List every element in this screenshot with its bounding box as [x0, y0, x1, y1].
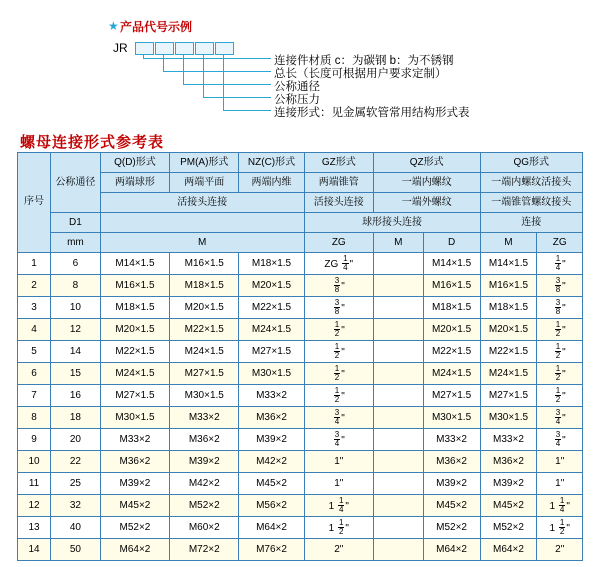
row-nzc-m: M30×1.5: [239, 363, 304, 385]
row-nzc-m: M33×2: [239, 385, 304, 407]
legend-label-nominal-bore: 公称通径: [274, 81, 320, 93]
row-qz-m: [373, 385, 423, 407]
row-pma-m: M33×2: [170, 407, 239, 429]
row-qg-m: M18×1.5: [480, 297, 537, 319]
row-qg-m: M52×2: [480, 517, 537, 539]
row-qg-m: M27×1.5: [480, 385, 537, 407]
row-nzc-m: M76×2: [239, 539, 304, 561]
row-gz-zg: 1": [304, 473, 373, 495]
row-d1: 6: [51, 253, 101, 275]
row-qz-d: M30×1.5: [423, 407, 480, 429]
row-qz-d: M45×2: [423, 495, 480, 517]
header-nominal-bore: 公称通径: [51, 153, 101, 213]
row-nzc-m: M45×2: [239, 473, 304, 495]
row-qg-zg: $\frac{1}{2}$ ": [537, 363, 583, 385]
row-qg-zg: $\frac{1}{2}$ ": [537, 341, 583, 363]
leader-h-2: [163, 71, 271, 72]
code-box-2: [155, 42, 174, 55]
row-qd-m: M39×2: [100, 473, 169, 495]
row-d1: 22: [51, 451, 101, 473]
leader-h-5: [223, 110, 271, 111]
row-gz-zg: $\frac{3}{4}$ ": [304, 407, 373, 429]
row-d1: 16: [51, 385, 101, 407]
row-d1: 14: [51, 341, 101, 363]
header-unit-qz-m: M: [373, 233, 423, 253]
row-d1: 8: [51, 275, 101, 297]
row-qg-m: M20×1.5: [480, 319, 537, 341]
leader-h-1: [143, 58, 271, 59]
row-qg-m: M14×1.5: [480, 253, 537, 275]
row-d1: 25: [51, 473, 101, 495]
row-gz-zg: 1 $\frac{1}{2}$ ": [304, 517, 373, 539]
row-qd-m: M16×1.5: [100, 275, 169, 297]
row-qg-zg: $\frac{1}{2}$ ": [537, 319, 583, 341]
row-pma-m: M72×2: [170, 539, 239, 561]
table-row: [18, 473, 583, 495]
row-qd-m: M30×1.5: [100, 407, 169, 429]
header-unit-zg: ZG: [304, 233, 373, 253]
row-qd-m: M45×2: [100, 495, 169, 517]
table-row: [18, 495, 583, 517]
header-seq: 序号: [18, 153, 51, 253]
header-qz-external-thread: 一端外螺纹: [373, 193, 480, 213]
table-row: [18, 407, 583, 429]
legend-title: 产品代号示例: [120, 20, 193, 34]
row-gz-zg: 2": [304, 539, 373, 561]
leader-h-4: [203, 97, 271, 98]
row-qz-d: M22×1.5: [423, 341, 480, 363]
row-nzc-m: M22×1.5: [239, 297, 304, 319]
row-qg-zg: $\frac{1}{4}$ ": [537, 253, 583, 275]
row-qd-m: M64×2: [100, 539, 169, 561]
row-pma-m: M52×2: [170, 495, 239, 517]
row-qg-m: M16×1.5: [480, 275, 537, 297]
table-row: [18, 319, 583, 341]
row-qg-m: M22×1.5: [480, 341, 537, 363]
row-d1: 40: [51, 517, 101, 539]
legend-label-length: 总长（长度可根据用户要求定制）: [274, 68, 447, 80]
header-qd-desc: 两端球形: [100, 173, 169, 193]
row-qg-m: M24×1.5: [480, 363, 537, 385]
leader-v-5: [223, 54, 224, 111]
header-qg-taper-thread: 一端锥管螺纹接头: [480, 193, 582, 213]
row-qg-zg: 1 $\frac{1}{4}$ ": [537, 495, 583, 517]
row-qz-d: M64×2: [423, 539, 480, 561]
row-nzc-m: M20×1.5: [239, 275, 304, 297]
header-unit-qg-zg: ZG: [537, 233, 583, 253]
nut-connection-table-wrap: [17, 152, 583, 561]
row-seq: 12: [18, 495, 51, 517]
header-row-2: [18, 173, 583, 193]
row-qg-m: M39×2: [480, 473, 537, 495]
row-qz-d: M27×1.5: [423, 385, 480, 407]
header-pma-desc: 两端平面: [170, 173, 239, 193]
table-row: [18, 385, 583, 407]
row-qg-zg: $\frac{1}{2}$ ": [537, 385, 583, 407]
header-row-5: [18, 233, 583, 253]
row-seq: 13: [18, 517, 51, 539]
row-qz-m: [373, 473, 423, 495]
row-gz-zg: $\frac{3}{8}$ ": [304, 297, 373, 319]
row-qz-d: M24×1.5: [423, 363, 480, 385]
row-nzc-m: M36×2: [239, 407, 304, 429]
row-qg-m: M33×2: [480, 429, 537, 451]
table-row: [18, 253, 583, 275]
row-qg-m: M30×1.5: [480, 407, 537, 429]
header-group-nzc: NZ(C)形式: [239, 153, 304, 173]
row-qg-zg: 1": [537, 451, 583, 473]
row-qd-m: M24×1.5: [100, 363, 169, 385]
row-qz-d: M14×1.5: [423, 253, 480, 275]
row-d1: 50: [51, 539, 101, 561]
row-qz-d: M18×1.5: [423, 297, 480, 319]
nut-connection-table: [17, 152, 583, 561]
row-qz-m: [373, 517, 423, 539]
table-row: [18, 429, 583, 451]
row-pma-m: M18×1.5: [170, 275, 239, 297]
row-qz-d: M36×2: [423, 451, 480, 473]
row-gz-zg: ZG $\frac{1}{4}$ ": [304, 253, 373, 275]
row-qz-m: [373, 495, 423, 517]
table-row: [18, 275, 583, 297]
table-row: [18, 451, 583, 473]
row-qz-m: [373, 319, 423, 341]
header-gz-union-connection: 活接头连接: [304, 193, 373, 213]
row-qz-m: [373, 539, 423, 561]
header-group-pma: PM(A)形式: [170, 153, 239, 173]
page-title: 螺母连接形式参考表: [20, 134, 165, 151]
row-nzc-m: M24×1.5: [239, 319, 304, 341]
row-qg-zg: 1 $\frac{1}{2}$ ": [537, 517, 583, 539]
header-group-gz: GZ形式: [304, 153, 373, 173]
row-gz-zg: $\frac{1}{2}$ ": [304, 363, 373, 385]
legend-label-material: 连接件材质 c：为碳钢 b：为不锈钢: [274, 55, 454, 67]
row-seq: 9: [18, 429, 51, 451]
row-seq: 14: [18, 539, 51, 561]
row-pma-m: M22×1.5: [170, 319, 239, 341]
header-gz-desc: 两端锥管: [304, 173, 373, 193]
code-box-5: [215, 42, 234, 55]
row-qz-m: [373, 341, 423, 363]
header-row-4: [18, 213, 583, 233]
header-qg-desc: 一端内螺纹活接头: [480, 173, 582, 193]
header-unit-mm: mm: [51, 233, 101, 253]
row-pma-m: M39×2: [170, 451, 239, 473]
row-qz-d: M52×2: [423, 517, 480, 539]
row-d1: 18: [51, 407, 101, 429]
row-qz-m: [373, 253, 423, 275]
header-unit-qg-m: M: [480, 233, 537, 253]
row-qg-m: M36×2: [480, 451, 537, 473]
code-box-3: [175, 42, 194, 55]
header-nzc-desc: 两端内维: [239, 173, 304, 193]
row-qd-m: M22×1.5: [100, 341, 169, 363]
leader-v-4: [203, 54, 204, 98]
row-gz-zg: 1": [304, 451, 373, 473]
leader-h-3: [183, 84, 271, 85]
row-pma-m: M20×1.5: [170, 297, 239, 319]
row-nzc-m: M56×2: [239, 495, 304, 517]
header-group-qz: QZ形式: [373, 153, 480, 173]
row-qg-zg: $\frac{3}{4}$ ": [537, 407, 583, 429]
header-blank-1: [100, 213, 304, 233]
header-ball-joint-connection: 球形接头连接: [304, 213, 480, 233]
row-d1: 20: [51, 429, 101, 451]
row-seq: 5: [18, 341, 51, 363]
row-gz-zg: $\frac{1}{2}$ ": [304, 319, 373, 341]
row-d1: 12: [51, 319, 101, 341]
row-qg-zg: $\frac{3}{8}$ ": [537, 275, 583, 297]
row-pma-m: M42×2: [170, 473, 239, 495]
row-seq: 1: [18, 253, 51, 275]
header-connection: 连接: [480, 213, 582, 233]
row-qg-m: M64×2: [480, 539, 537, 561]
header-union-connection: 活接头连接: [100, 193, 304, 213]
row-qz-m: [373, 429, 423, 451]
header-unit-qz-d: D: [423, 233, 480, 253]
row-qz-d: M16×1.5: [423, 275, 480, 297]
header-group-qg: QG形式: [480, 153, 582, 173]
row-qd-m: M20×1.5: [100, 319, 169, 341]
row-pma-m: M27×1.5: [170, 363, 239, 385]
row-qg-m: M45×2: [480, 495, 537, 517]
row-qd-m: M36×2: [100, 451, 169, 473]
row-nzc-m: M27×1.5: [239, 341, 304, 363]
row-d1: 10: [51, 297, 101, 319]
row-pma-m: M36×2: [170, 429, 239, 451]
row-seq: 3: [18, 297, 51, 319]
header-unit-m: M: [100, 233, 304, 253]
row-seq: 7: [18, 385, 51, 407]
row-qz-m: [373, 297, 423, 319]
row-gz-zg: $\frac{1}{2}$ ": [304, 341, 373, 363]
row-d1: 15: [51, 363, 101, 385]
row-qz-m: [373, 407, 423, 429]
table-row: [18, 539, 583, 561]
row-qz-d: M20×1.5: [423, 319, 480, 341]
row-seq: 8: [18, 407, 51, 429]
header-row-3: [18, 193, 583, 213]
row-nzc-m: M64×2: [239, 517, 304, 539]
row-qz-m: [373, 451, 423, 473]
table-row: [18, 341, 583, 363]
table-row: [18, 297, 583, 319]
row-d1: 32: [51, 495, 101, 517]
header-qz-desc: 一端内螺纹: [373, 173, 480, 193]
product-code-legend: [0, 0, 600, 128]
row-qz-d: M33×2: [423, 429, 480, 451]
header-group-qd: Q(D)形式: [100, 153, 169, 173]
row-qz-m: [373, 363, 423, 385]
row-seq: 4: [18, 319, 51, 341]
row-pma-m: M60×2: [170, 517, 239, 539]
row-qd-m: M18×1.5: [100, 297, 169, 319]
row-seq: 6: [18, 363, 51, 385]
row-qg-zg: $\frac{3}{4}$ ": [537, 429, 583, 451]
row-nzc-m: M39×2: [239, 429, 304, 451]
row-qd-m: M33×2: [100, 429, 169, 451]
table-body: [18, 253, 583, 561]
row-seq: 10: [18, 451, 51, 473]
row-qz-m: [373, 275, 423, 297]
legend-label-nominal-pressure: 公称压力: [274, 94, 320, 106]
row-gz-zg: 1 $\frac{1}{4}$ ": [304, 495, 373, 517]
header-row-1: [18, 153, 583, 173]
row-gz-zg: $\frac{1}{2}$ ": [304, 385, 373, 407]
star-icon: ★: [108, 19, 119, 33]
row-qg-zg: $\frac{3}{8}$ ": [537, 297, 583, 319]
header-d1: D1: [51, 213, 101, 233]
row-nzc-m: M18×1.5: [239, 253, 304, 275]
code-box-4: [195, 42, 214, 55]
code-prefix: JR: [113, 41, 128, 55]
row-pma-m: M24×1.5: [170, 341, 239, 363]
row-qd-m: M27×1.5: [100, 385, 169, 407]
row-qd-m: M52×2: [100, 517, 169, 539]
table-row: [18, 517, 583, 539]
row-qg-zg: 2": [537, 539, 583, 561]
row-seq: 11: [18, 473, 51, 495]
row-qd-m: M14×1.5: [100, 253, 169, 275]
row-gz-zg: $\frac{3}{4}$ ": [304, 429, 373, 451]
leader-v-2: [163, 54, 164, 72]
row-nzc-m: M42×2: [239, 451, 304, 473]
table-head: [18, 153, 583, 253]
row-qg-zg: 1": [537, 473, 583, 495]
row-pma-m: M16×1.5: [170, 253, 239, 275]
row-qz-d: M39×2: [423, 473, 480, 495]
row-pma-m: M30×1.5: [170, 385, 239, 407]
legend-label-connection-type: 连接形式：见金属软管常用结构形式表: [274, 107, 470, 119]
row-gz-zg: $\frac{3}{8}$ ": [304, 275, 373, 297]
code-box-1: [135, 42, 154, 55]
table-row: [18, 363, 583, 385]
row-seq: 2: [18, 275, 51, 297]
